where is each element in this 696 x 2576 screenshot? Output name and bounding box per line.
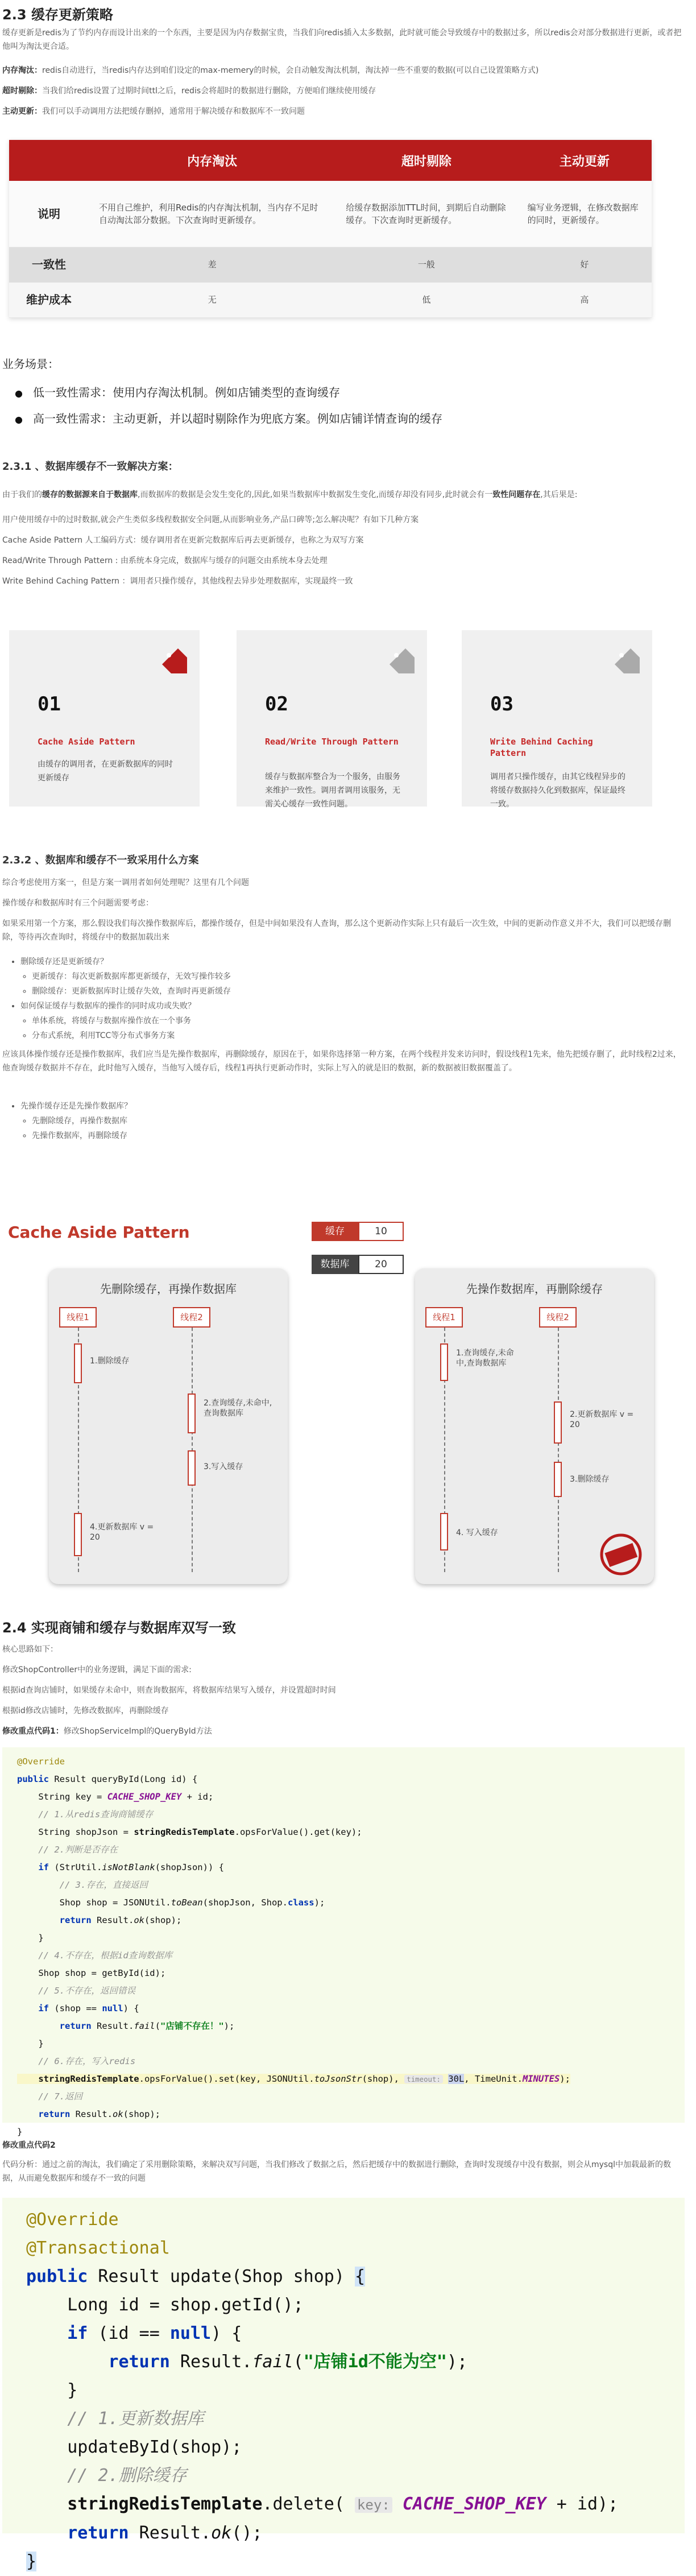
card-title: Read/Write Through Pattern [265, 737, 399, 747]
list-item: ◦ 先操作数据库，再删除缓存 [32, 1128, 682, 1143]
pattern-card-write-behind [462, 630, 652, 807]
modify-point-2-desc: 代码分析：通过之前的淘汰，我们确定了采用删除策略，来解决双写问题，当我们修改了数据之后，然后把缓存中的数据进行删除，查询时发现缓存中没有数据，则会从mysql中加载最新的数据，从而避免数据库和缓存不一致的问题 [2, 2160, 671, 2183]
order-list [11, 1099, 682, 1143]
list-item: ● 低一致性需求：使用内存淘汰机制。例如店铺类型的查询缓存 [15, 380, 442, 406]
requirement-intro: 修改ShopController中的业务逻辑，满足下面的需求: [2, 1665, 192, 1674]
card-number: 01 [38, 693, 61, 716]
table-row: 维护成本 无 低 高 [9, 282, 652, 317]
thread-2: 线程2 [173, 1307, 210, 1328]
list-item: ◦ 删除缓存：更新数据库时让缓存失效，查询时再更新缓存 [32, 984, 682, 999]
modify-point-2: 修改重点代码2 [2, 2141, 56, 2150]
requirement-2: 根据id修改店铺时，先修改数据库，再删除缓存 [2, 1706, 169, 1715]
table-corner [9, 140, 89, 181]
strategy-comparison-table [9, 140, 652, 318]
question-line: 综合考虑使用方案一，但是方案一调用者如何处理呢？这里有几个问题 [2, 878, 249, 887]
list-item: • 先操作缓存还是先操作数据库？ [20, 1099, 682, 1114]
tag-icon [612, 646, 641, 675]
table-row: 说明 不用自己维护，利用Redis的内存淘汰机制，当内存不足时自动淘汰部分数据。下次查询时更新缓存。 给缓存数据添加TTL时间，到期后自动删除缓存。下次查询时更新缓存。 编写业务逻辑，在修改数据库的同时，更新缓存。 [9, 181, 652, 247]
memory-eviction-desc: 内存淘汰：redis自动进行，当redis内存达到咱们设定的max-memery的时候，会自动触发淘汰机制，淘汰掉一些不重要的数据(可以自己设置策略方式) [2, 66, 539, 75]
analysis-paragraph: 应该具体操作缓存还是操作数据库，我们应当是先操作数据库，再删除缓存，原因在于，如果你选择第一种方案，在两个线程并发来访问时，假设线程1先来，他先把缓存删了，此时线程2过来，他查询缓存数据并不存在，此时他写入缓存，当他写入缓存后，线程1再执行更新动作时，实际上写入的就是旧的数据，新的数据被旧数据覆盖了。 [2, 1050, 681, 1073]
col-header-timeout: 超时剔除 [335, 140, 517, 181]
card-number: 03 [490, 693, 513, 716]
list-item: ◦ 先删除缓存，再操作数据库 [32, 1114, 682, 1128]
business-scenario-label: 业务场景： [2, 357, 59, 371]
thread-2: 线程2 [539, 1307, 577, 1328]
thread-1: 线程1 [425, 1307, 463, 1328]
pattern-card-read-write-through [237, 630, 427, 807]
table-row: 一致性 差 一般 好 [9, 247, 652, 282]
inconsistency-paragraph: 由于我们的缓存的数据源来自于数据库,而数据库的数据是会发生变化的,因此,如果当数据库中数据发生变化,而缓存却没有同步,此时就会有一致性问题存在,其后果是: [2, 490, 578, 499]
card-description: 缓存与数据库整合为一个服务，由服务来维护一致性。调用者调用该服务，无需关心缓存一致性问题。 [265, 772, 400, 809]
list-item: • 删除缓存还是更新缓存？ [20, 954, 682, 969]
card-title: Cache Aside Pattern [38, 737, 135, 747]
section-title-2-4: 2.4 实现商铺和缓存与数据库双写一致 [2, 1620, 236, 1636]
tag-icon [387, 646, 416, 675]
panel-update-db-first: 先操作数据库，再删除缓存 线程1 线程2 1.查询缓存,未命中,查询数据库 2.更新数据库 v = 20 3.删除缓存 4. 写入缓存 [415, 1268, 654, 1584]
code-block-update: @Override @Transactional public Result update(Shop shop) { Long id = shop.getId(); if (id == null) { return Result.fail("店铺id不能为空"); } // 1.更新数据库 updateById(shop); // 2.删除缓存 stringRedisTemplate.delete( key: CACHE_SHOP_KEY + id); return Result.ok(); } [2, 2198, 685, 2533]
stamp-icon [598, 1532, 644, 1577]
section-title-2-3: 2.3 缓存更新策略 [2, 7, 113, 23]
card-description: 调用者只操作缓存，由其它线程异步的将缓存数据持久化到数据库，保证最终一致。 [490, 772, 625, 809]
section-title-2-3-1: 2.3.1 、数据库缓存不一致解决方案： [2, 461, 179, 473]
list-item: ◦ 更新缓存：每次更新数据库都更新缓存，无效写操作较多 [32, 969, 682, 984]
write-behind-desc: Write Behind Caching Pattern ：调用者只操作缓存，其他线程去异步处理数据库，实现最终一致 [2, 577, 353, 586]
tag-icon [160, 646, 188, 675]
concurrency-note: 用户使用缓存中的过时数据,就会产生类似多线程数据安全问题,从而影响业务,产品口碑等;怎么解决呢？有如下几种方案 [2, 515, 419, 524]
timeout-desc: 超时剔除：当我们给redis设置了过期时间ttl之后，redis会将超时的数据进行删除，方便咱们继续使用缓存 [2, 86, 376, 96]
update-paragraph: 如果采用第一个方案，那么假设我们每次操作数据库后，都操作缓存，但是中间如果没有人查询，那么这个更新动作实际上只有最后一次生效，中间的更新动作意义并不大，我们可以把缓存删除，等待再次查询时，将缓存中的数据加载出来 [2, 919, 671, 942]
three-issues-line: 操作缓存和数据库时有三个问题需要考虑： [2, 899, 154, 908]
card-number: 02 [265, 693, 288, 716]
diagram-title: Cache Aside Pattern [8, 1223, 190, 1242]
list-item: • 如何保证缓存与数据库的操作的同时成功或失败？ [20, 999, 682, 1014]
pattern-card-cache-aside [9, 630, 200, 807]
panel-delete-cache-first: 先删除缓存，再操作数据库 线程1 线程2 1.删除缓存 2.查询缓存,未命中,查询数据库 3.写入缓存 4.更新数据库 v = 20 [49, 1268, 288, 1584]
list-item: ● 高一致性需求：主动更新，并以超时剔除作为兜底方案。例如店铺详情查询的缓存 [15, 406, 442, 432]
section-title-2-3-2: 2.3.2 、数据库和缓存不一致采用什么方案 [2, 854, 199, 866]
issue-list [11, 954, 682, 1043]
cache-aside-desc: Cache Aside Pattern 人工编码方式：缓存调用者在更新完数据库后再去更新缓存，也称之为双写方案 [2, 536, 364, 545]
active-update-desc: 主动更新：我们可以手动调用方法把缓存删掉，通常用于解决缓存和数据库不一致问题 [2, 107, 305, 116]
list-item: ◦ 分布式系统，利用TCC等分布式事务方案 [32, 1028, 682, 1043]
scenario-list [15, 380, 442, 432]
card-description: 由缓存的调用者，在更新数据库的同时更新缓存 [38, 760, 173, 783]
list-item: ◦ 单体系统，将缓存与数据库操作放在一个事务 [32, 1014, 682, 1028]
col-header-active: 主动更新 [517, 140, 652, 181]
col-header-memory: 内存淘汰 [89, 140, 335, 181]
document-page: 2.3 缓存更新策略 缓存更新是redis为了节约内存而设计出来的一个东西，主要是因为内存数据宝贵，当我们向redis插入太多数据，此时就可能会导致缓存中的数据过多，所以redis会对部分数据进行更新，或者把他叫为淘汰更合适。 内存淘汰：redis自动进行，当redis内存达到咱们设定的max-memery的时候，会自动触发淘汰机制，淘汰掉一些不重要的数据(可以自己设置策略方式) 超时剔除：当我们给redis设置了过期时间ttl之后，redis会将超时的数据进行删除，方便咱们继续使用缓存 主动更新：我们可以手动调用方法把缓存删掉，通常用于解决缓存和数据库不一致问题 内存淘汰 超时剔除 主动更新 说明 不用自己维护，利用Redis的内存淘汰机制，当内存不足时自动淘汰部分数据。下次查询时更新缓存。 给缓存数据添加TTL时间，到期后自动删除缓存。下次查询时更新缓存。 编写业务逻辑，在修改数据库的同时，更新缓存。 一致性 差 一般 好 维护成本 无 低 高 业务场景： ● 低一致性需求：使用内存淘汰机制。例如店铺类型的查询缓存 ● 高一致性需求：主动更新，并以超时剔除作为兜底方案。例如店铺详情查询的缓存 2.3.1 、数据库缓存不一致解决方案： 由于我们的缓存的数据源来自于数据库,而数据库的数据是会发生变化的,因此,如果当数据库中数据发生变化,而缓存却没有同步,此时就会有一致性问题存在,其后果是: 用户使用缓存中的过时数据,就会产生类似多线程数据安全问题,从而影响业务,产品口碑等;怎么解决呢？有如下几种方案 Cache Aside Pattern 人工编码方式：缓存调用者在更新完数据库后再去更新缓存，也称之为双写方案 Read/Write Through Pattern : 由系统本身完成，数据库与缓存的问题交由系统本身去处理 Write Behind Caching Pattern ：调用者只操作缓存，其他线程去异步处理数据库，实现最终一致 01 Cache Aside Pattern 由缓存的调用者，在更新数据库的同时更新缓存 02 Read/Write Through Pattern 缓存与数据库整合为一个服务，由服务来维护一致性。调用者调用该服务，无需关心缓存一致性问题。 03 Write Behind Caching Pattern 调用者只操作缓存，由其它线程异步的将缓存数据持久化到数据库，保证最终一致。 2.3.2 、数据库和缓存不一致采用什么方案 综合考虑使用方案一，但是方案一调用者如何处理呢？这里有几个问题 操作缓存和数据库时有三个问题需要考虑： 如果采用第一个方案，那么假设我们每次操作数据库后，都操作缓存，但是中间如果没有人查询，那么这个更新动作实际上只有最后一次生效，中间的更新动作意义并不大，我们可以把缓存删除，等待再次查询时，将缓存中的数据加载出来 • 删除缓存还是更新缓存？ ◦ 更新缓存：每次更新数据库都更新缓存，无效写操作较多 ◦ 删除缓存：更新数据库时让缓存失效，查询时再更新缓存 • 如何保证缓存与数据库的操作的同时成功或失败？ ◦ 单体系统，将缓存与数据库操作放在一个事务 ◦ 分布式系统，利用TCC等分布式事务方案 应该具体操作缓存还是操作数据库，我们应当是先操作数据库，再删除缓存，原因在于，如果你选择第一种方案，在两个线程并发来访问时，假设线程1先来，他先把缓存删了，此时线程2过来，他查询缓存数据并不存在，此时他写入缓存，当他写入缓存后，线程1再执行更新动作时，实际上写入的就是旧的数据，新的数据被旧数据覆盖了。 • 先操作缓存还是先操作数据库？ ◦ 先删除缓存，再操作数据库 ◦ 先操作数据库，再删除缓存 Cache Aside Pattern 缓存 10 数据库 20 先删除缓存，再操作数据库 线程1 线程2 1.删除缓存 2.查询缓存,未命中,查询数据库 3.写入缓存 4.更新数据库 v = 20 先操作数据库，再删除缓存 线程1 线程2 1.查询缓存,未命中,查询数据库 2.更新数据库 v = 20 3.删除缓存 4. 写入缓存 2.4 实现商铺和缓存与数据库双写一致 核心思路如下： 修改ShopController中的业务逻辑，满足下面的需求: 根据id查询店铺时，如果缓存未命中，则查询数据库，将数据库结果写入缓存，并设置超时时间 根据id修改店铺时，先修改数据库，再删除缓存 修改重点代码1：修改ShopServiceImpl的QueryById方法 @Override public Result queryById(Long id) { String key = CACHE_SHOP_KEY + id; // 1.从redis查询商铺缓存 String shopJson = stringRedisTemplate.opsForValue().get(key); // 2.判断是否存在 if (StrUtil.isNotBlank(shopJson)) { // 3.存在，直接返回 Shop shop = JSONUtil.toBean(shopJson, Shop.class); return Result.ok(shop); } // 4.不存在，根据id查询数据库 Shop shop = getById(id); // 5.不存在，返回错误 if (shop == null) { return Result.fail("店铺不存在！"); } // 6.存在，写入redis stringRedisTemplate.opsForValue().set(key, JSONUtil.toJsonStr(shop), timeout: 30L, TimeUnit.MINUTES); // 7.返回 return Result.ok(shop); } 修改重点代码2 代码分析：通过之前的淘汰，我们确定了采用删除策略，来解决双写问题，当我们修改了数据之后，然后把缓存中的数据进行删除，查询时发现缓存中没有数据，则会从mysql中加载最新的数据，从而避免数据库和缓存不一致的问题 @Override @Transactional public Result update(Shop shop) { Long id = shop.getId(); if (id == null) { return Result.fail("店铺id不能为空"); } // 1.更新数据库 updateById(shop); // 2.删除缓存 stringRedisTemplate.delete( key: CACHE_SHOP_KEY + id); return Result.ok(); } [0, 0, 696, 2549]
thread-1: 线程1 [59, 1307, 97, 1328]
modify-point-1: 修改重点代码1：修改ShopServiceImpl的QueryById方法 [2, 1727, 212, 1736]
requirement-1: 根据id查询店铺时，如果缓存未命中，则查询数据库，将数据库结果写入缓存，并设置超时时间 [2, 1686, 336, 1695]
intro-paragraph: 缓存更新是redis为了节约内存而设计出来的一个东西，主要是因为内存数据宝贵，当我们向redis插入太多数据，此时就可能会导致缓存中的数据过多，所以redis会对部分数据进行更新，或者把他叫为淘汰更合适。 [2, 28, 682, 51]
card-title: Write Behind Caching Pattern [490, 737, 593, 758]
read-write-through-desc: Read/Write Through Pattern : 由系统本身完成，数据库与缓存的问题交由系统本身去处理 [2, 556, 328, 565]
core-requirement-label: 核心思路如下： [2, 1645, 58, 1654]
code-block-query-by-id: @Override public Result queryById(Long id) { String key = CACHE_SHOP_KEY + id; // 1.从redis查询商铺缓存 String shopJson = stringRedisTemplate.opsForValue().get(key); // 2.判断是否存在 if (StrUtil.isNotBlank(shopJson)) { // 3.存在，直接返回 Shop shop = JSONUtil.toBean(shopJson, Shop.class); return Result.ok(shop); } // 4.不存在，根据id查询数据库 Shop shop = getById(id); // 5.不存在，返回错误 if (shop == null) { return Result.fail("店铺不存在！"); } // 6.存在，写入redis stringRedisTemplate.opsForValue().set(key, JSONUtil.toJsonStr(shop), timeout: 30L, TimeUnit.MINUTES); // 7.返回 return Result.ok(shop); } [2, 1747, 685, 2123]
